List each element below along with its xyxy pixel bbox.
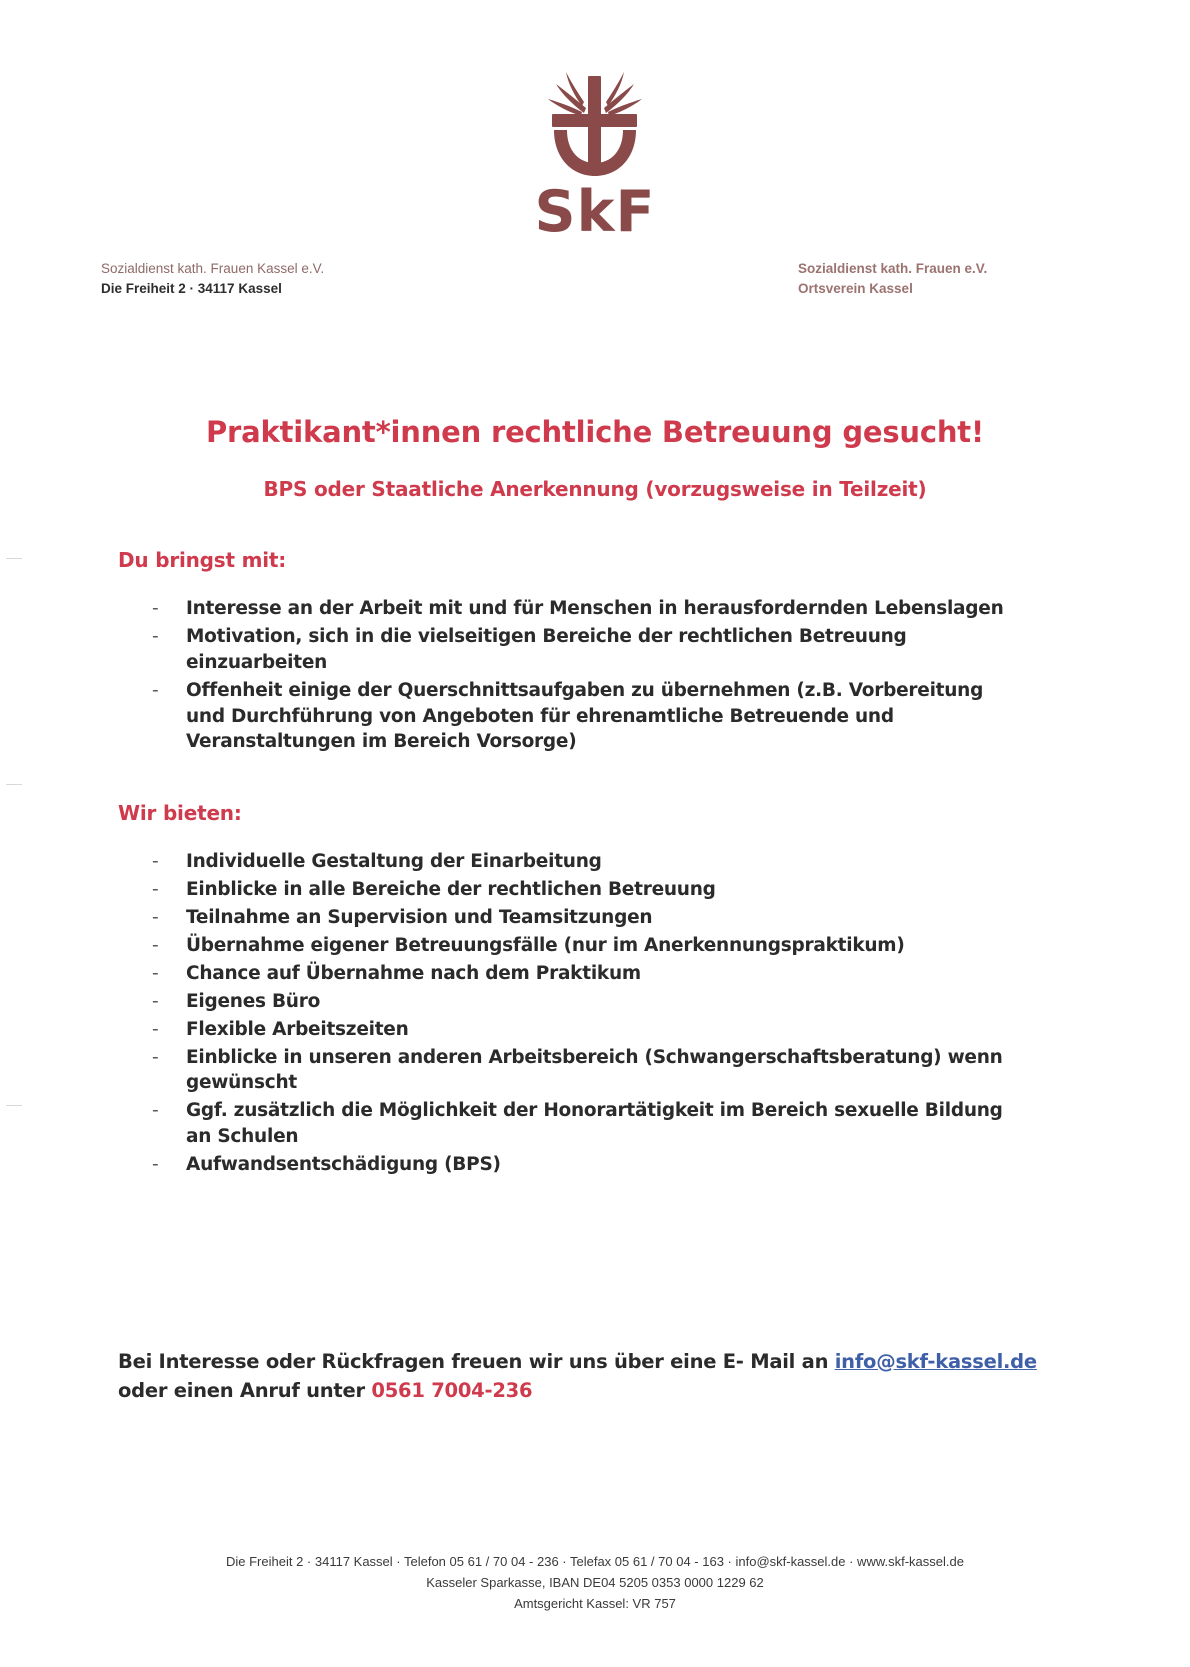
sender-street-city: Die Freiheit 2 · 34117 Kassel — [101, 280, 282, 296]
list-item: - Aufwandsentschädigung (BPS) — [146, 1152, 1018, 1178]
email-link[interactable]: info@skf-kassel.de — [834, 1349, 1037, 1373]
skf-cross-logo-icon — [530, 58, 660, 188]
section-heading: Du bringst mit: — [118, 548, 287, 572]
contact-phone-intro-text: oder einen Anruf unter — [118, 1379, 372, 1403]
footer-registry-line: Amtsgericht Kassel: VR 757 — [514, 1596, 676, 1612]
list-item: - Flexible Arbeitszeiten — [146, 1017, 1018, 1043]
phone-number: 0561 7004-236 — [371, 1379, 533, 1403]
sender-organization: Sozialdienst kath. Frauen Kassel e.V. — [101, 261, 325, 276]
list-item: - Einblicke in unseren anderen Arbeitsbereich (Schwangerschaftsberatung) wenn gewünscht — [146, 1045, 1018, 1097]
section-du-bringst-mit — [118, 548, 1018, 755]
requirements-list — [118, 596, 1018, 755]
scan-artifact-tick — [6, 1105, 22, 1106]
list-item: - Offenheit einige der Querschnittsaufgaben zu übernehmen (z.B. Vorbereitung und Durchführung von Angeboten für ehrenamtliche Betreuende und Veranstaltungen im Bereich Vorsorge) — [146, 678, 1018, 756]
contact-paragraph — [118, 1347, 1078, 1406]
list-item: - Eigenes Büro — [146, 989, 1018, 1015]
list-item: - Chance auf Übernahme nach dem Praktikum — [146, 961, 1018, 987]
page-title: Praktikant*innen rechtliche Betreuung gesucht! — [206, 415, 984, 450]
letterhead-sender-address — [101, 259, 324, 299]
section-wir-bieten — [118, 801, 1018, 1178]
association-chapter: Ortsverein Kassel — [798, 280, 913, 296]
letterhead-association-name — [798, 259, 987, 299]
footer-bank-line: Kasseler Sparkasse, IBAN DE04 5205 0353 0000 1229 62 — [426, 1575, 764, 1591]
list-item: - Individuelle Gestaltung der Einarbeitung — [146, 849, 1018, 875]
list-item: - Interesse an der Arbeit mit und für Menschen in herausfordernden Lebenslagen — [146, 596, 1018, 622]
list-item: - Übernahme eigener Betreuungsfälle (nur im Anerkennungspraktikum) — [146, 933, 1018, 959]
list-item: - Einblicke in alle Bereiche der rechtlichen Betreuung — [146, 877, 1018, 903]
scan-artifact-tick — [6, 784, 22, 785]
contact-intro-text: Bei Interesse oder Rückfragen freuen wir uns über eine E- Mail an — [118, 1349, 835, 1373]
list-item: - Motivation, sich in die vielseitigen Bereiche der rechtlichen Betreuung einzuarbeiten — [146, 624, 1018, 676]
association-organization: Sozialdienst kath. Frauen e.V. — [798, 261, 988, 276]
footer-contact-line: Die Freiheit 2 · 34117 Kassel · Telefon 05 61 / 70 04 - 236 · Telefax 05 61 / 70 04 - 163 · info@skf-kassel.de · www.skf-kassel.de — [226, 1554, 964, 1569]
logo-wordmark: SkF — [534, 179, 656, 245]
scan-artifact-tick — [6, 558, 22, 559]
organization-logo — [0, 58, 1190, 245]
list-item: - Ggf. zusätzlich die Möglichkeit der Honorartätigkeit im Bereich sexuelle Bildung an Schulen — [146, 1098, 1018, 1150]
list-item: - Teilnahme an Supervision und Teamsitzungen — [146, 905, 1018, 931]
document-body — [118, 548, 1018, 1180]
page-footer — [0, 1551, 1190, 1614]
section-heading: Wir bieten: — [118, 801, 242, 826]
page-subtitle: BPS oder Staatliche Anerkennung (vorzugsweise in Teilzeit) — [263, 476, 927, 501]
benefits-list — [118, 849, 1018, 1178]
